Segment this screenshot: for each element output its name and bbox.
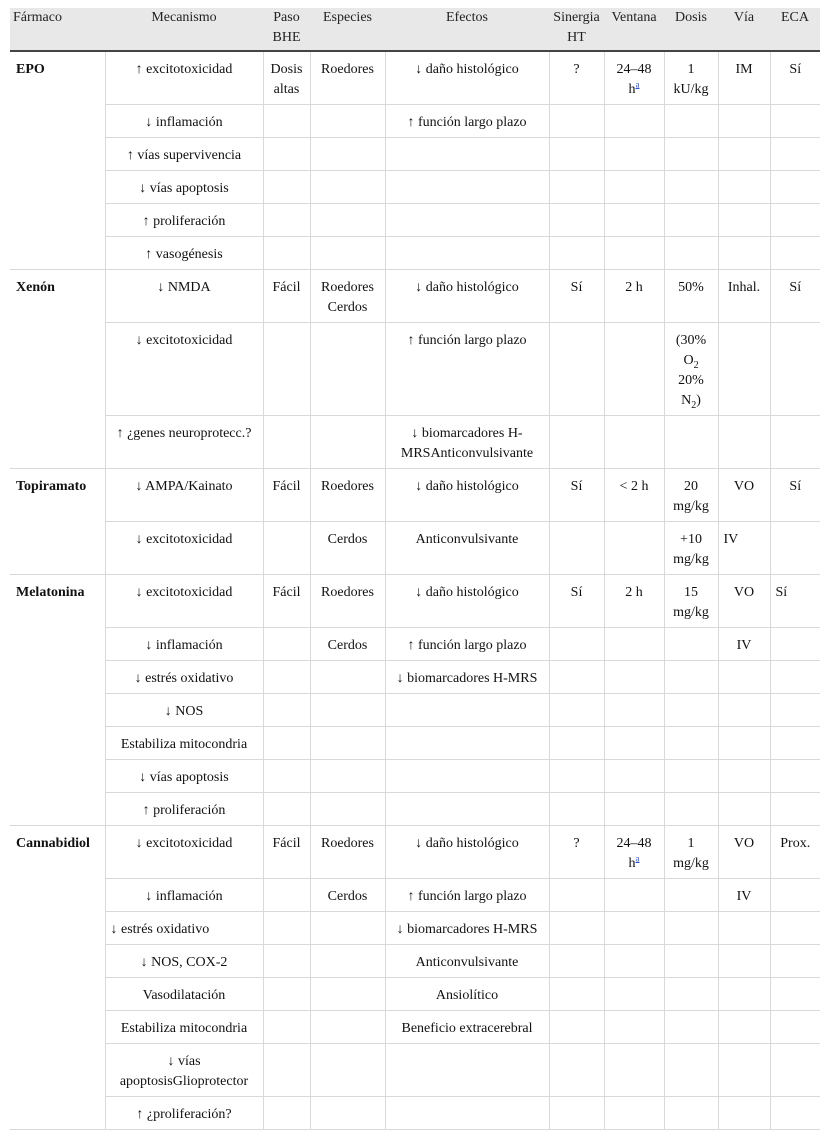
cell-ventana [604, 105, 664, 138]
col-header-paso-bhe: Paso BHE [263, 8, 310, 51]
cell-especies: Cerdos [310, 879, 385, 912]
cell-paso-bhe [263, 105, 310, 138]
cell-paso-bhe [263, 912, 310, 945]
cell-efectos: Ansiolítico [385, 978, 549, 1011]
cell-sinergia-ht [549, 912, 604, 945]
cell-eca [770, 694, 820, 727]
cell-especies: Cerdos [310, 522, 385, 575]
cell-eca [770, 912, 820, 945]
cell-sinergia-ht [549, 204, 604, 237]
cell-efectos: ↓ biomarcadores H-MRS [385, 912, 549, 945]
col-header-mecanismo: Mecanismo [105, 8, 263, 51]
cell-efectos [385, 138, 549, 171]
col-header-farmaco: Fármaco [10, 8, 105, 51]
cell-efectos [385, 171, 549, 204]
cell-dosis [664, 945, 718, 978]
cell-eca [770, 522, 820, 575]
table-row [10, 1097, 820, 1130]
cell-dosis [664, 760, 718, 793]
cell-mecanismo: ↓ vías apoptosis [105, 760, 263, 793]
cell-ventana [604, 978, 664, 1011]
cell-sinergia-ht [549, 978, 604, 1011]
cell-efectos: Beneficio extracerebral [385, 1011, 549, 1044]
cell-sinergia-ht: Sí [549, 270, 604, 323]
cell-ventana [604, 879, 664, 912]
cell-eca [770, 105, 820, 138]
cell-via: Inhal. [718, 270, 770, 323]
cell-eca [770, 978, 820, 1011]
cell-efectos: Anticonvulsivante [385, 522, 549, 575]
cell-especies [310, 323, 385, 416]
drug-name: Xenón [10, 270, 105, 469]
cell-dosis [664, 978, 718, 1011]
cell-dosis [664, 727, 718, 760]
cell-paso-bhe [263, 628, 310, 661]
cell-via: IM [718, 51, 770, 105]
cell-eca [770, 793, 820, 826]
cell-ventana [604, 522, 664, 575]
cell-especies [310, 1011, 385, 1044]
cell-eca [770, 1011, 820, 1044]
cell-efectos: ↑ función largo plazo [385, 628, 549, 661]
table-row [10, 237, 820, 270]
cell-efectos: ↓ biomarcadores H-MRS [385, 661, 549, 694]
cell-dosis: 15 mg/kg [664, 575, 718, 628]
table-row [10, 945, 820, 978]
cell-especies [310, 793, 385, 826]
cell-mecanismo: ↑ proliferación [105, 204, 263, 237]
cell-paso-bhe [263, 978, 310, 1011]
cell-via: IV [718, 879, 770, 912]
col-header-eca: ECA [770, 8, 820, 51]
col-header-efectos: Efectos [385, 8, 549, 51]
cell-sinergia-ht [549, 416, 604, 469]
cell-efectos: Anticonvulsivante [385, 945, 549, 978]
cell-paso-bhe [263, 323, 310, 416]
cell-efectos [385, 1044, 549, 1097]
cell-mecanismo: ↓ excitotoxicidad [105, 826, 263, 879]
cell-especies: Roedores [310, 575, 385, 628]
cell-dosis: 1 mg/kg [664, 826, 718, 879]
cell-ventana [604, 138, 664, 171]
cell-paso-bhe: Fácil [263, 469, 310, 522]
cell-efectos: ↓ daño histológico [385, 270, 549, 323]
cell-especies: Roedores [310, 826, 385, 879]
cell-efectos: ↑ función largo plazo [385, 323, 549, 416]
cell-especies [310, 694, 385, 727]
cell-ventana [604, 727, 664, 760]
cell-paso-bhe [263, 694, 310, 727]
cell-sinergia-ht [549, 105, 604, 138]
cell-mecanismo: ↓ excitotoxicidad [105, 323, 263, 416]
cell-sinergia-ht [549, 945, 604, 978]
drug-name: EPO [10, 51, 105, 270]
cell-mecanismo: ↓ NOS [105, 694, 263, 727]
cell-via [718, 727, 770, 760]
drug-name: Melatonina [10, 575, 105, 826]
cell-especies [310, 912, 385, 945]
cell-via: IV [718, 522, 770, 575]
cell-mecanismo: ↑ vías supervivencia [105, 138, 263, 171]
cell-eca: Prox. [770, 826, 820, 879]
table-row [10, 575, 820, 628]
cell-especies: Roedores [310, 51, 385, 105]
cell-eca [770, 138, 820, 171]
cell-ventana: 2 h [604, 270, 664, 323]
table-row [10, 51, 820, 105]
cell-via [718, 945, 770, 978]
cell-sinergia-ht [549, 1011, 604, 1044]
table-row [10, 793, 820, 826]
cell-mecanismo: ↓ excitotoxicidad [105, 522, 263, 575]
cell-especies [310, 1044, 385, 1097]
cell-via [718, 171, 770, 204]
cell-via [718, 323, 770, 416]
cell-paso-bhe: Fácil [263, 826, 310, 879]
cell-ventana [604, 694, 664, 727]
cell-mecanismo: ↓ inflamación [105, 879, 263, 912]
cell-via: VO [718, 575, 770, 628]
cell-eca [770, 945, 820, 978]
table-row [10, 1044, 820, 1097]
cell-ventana [604, 661, 664, 694]
cell-eca [770, 760, 820, 793]
table-row [10, 826, 820, 879]
cell-dosis [664, 628, 718, 661]
table-row [10, 416, 820, 469]
cell-via [718, 912, 770, 945]
cell-efectos [385, 727, 549, 760]
col-header-especies: Especies [310, 8, 385, 51]
cell-via [718, 694, 770, 727]
cell-sinergia-ht [549, 237, 604, 270]
table-row [10, 522, 820, 575]
header-row [10, 8, 820, 51]
cell-efectos [385, 237, 549, 270]
table-row [10, 171, 820, 204]
cell-efectos [385, 204, 549, 237]
cell-eca [770, 1044, 820, 1097]
cell-sinergia-ht [549, 171, 604, 204]
cell-via [718, 105, 770, 138]
cell-via [718, 416, 770, 469]
cell-paso-bhe: Dosis altas [263, 51, 310, 105]
cell-mecanismo: ↓ vías apoptosisGlioprotector [105, 1044, 263, 1097]
cell-dosis [664, 879, 718, 912]
table-row [10, 694, 820, 727]
cell-sinergia-ht [549, 793, 604, 826]
cell-dosis: 1 kU/kg [664, 51, 718, 105]
cell-efectos: ↑ función largo plazo [385, 879, 549, 912]
cell-via [718, 204, 770, 237]
cell-sinergia-ht [549, 879, 604, 912]
cell-mecanismo: ↓ NOS, COX-2 [105, 945, 263, 978]
cell-dosis: (30% $O_2$ 20% $N_2$) [664, 323, 718, 416]
cell-ventana [604, 1097, 664, 1130]
cell-especies [310, 204, 385, 237]
cell-via: IV [718, 628, 770, 661]
cell-mecanismo: ↓ NMDA [105, 270, 263, 323]
cell-ventana [604, 793, 664, 826]
table-row [10, 912, 820, 945]
table-row [10, 469, 820, 522]
cell-especies [310, 138, 385, 171]
cell-eca [770, 661, 820, 694]
cell-mecanismo: ↓ inflamación [105, 105, 263, 138]
cell-efectos [385, 694, 549, 727]
cell-mecanismo: ↑ vasogénesis [105, 237, 263, 270]
cell-especies: Roedores [310, 469, 385, 522]
cell-especies [310, 661, 385, 694]
cell-dosis [664, 694, 718, 727]
cell-especies [310, 105, 385, 138]
table-row [10, 270, 820, 323]
table-row [10, 323, 820, 416]
cell-ventana [604, 760, 664, 793]
cell-dosis [664, 793, 718, 826]
cell-via [718, 138, 770, 171]
cell-efectos: ↓ daño histológico [385, 469, 549, 522]
cell-paso-bhe: Fácil [263, 575, 310, 628]
cell-paso-bhe [263, 204, 310, 237]
cell-ventana: 24–48 $h^a$ [604, 826, 664, 879]
cell-dosis [664, 138, 718, 171]
cell-especies [310, 945, 385, 978]
cell-ventana [604, 912, 664, 945]
table-row [10, 628, 820, 661]
cell-sinergia-ht [549, 694, 604, 727]
cell-efectos: ↑ función largo plazo [385, 105, 549, 138]
cell-efectos: ↓ daño histológico [385, 826, 549, 879]
table-row [10, 204, 820, 237]
cell-efectos [385, 793, 549, 826]
cell-sinergia-ht [549, 760, 604, 793]
cell-ventana [604, 628, 664, 661]
cell-via [718, 760, 770, 793]
cell-dosis [664, 1011, 718, 1044]
cell-paso-bhe [263, 661, 310, 694]
cell-dosis [664, 1044, 718, 1097]
cell-mecanismo: ↑ ¿proliferación? [105, 1097, 263, 1130]
cell-via [718, 237, 770, 270]
cell-especies [310, 1097, 385, 1130]
cell-sinergia-ht [549, 661, 604, 694]
cell-sinergia-ht [549, 522, 604, 575]
cell-mecanismo: ↓ estrés oxidativo [105, 912, 263, 945]
cell-ventana [604, 945, 664, 978]
cell-efectos: ↓ biomarcadores H-MRSAnticonvulsivante [385, 416, 549, 469]
table-row [10, 879, 820, 912]
cell-dosis [664, 912, 718, 945]
table-row [10, 105, 820, 138]
cell-eca: Sí [770, 270, 820, 323]
cell-paso-bhe [263, 879, 310, 912]
cell-eca: Sí [770, 51, 820, 105]
cell-via [718, 793, 770, 826]
cell-especies [310, 727, 385, 760]
cell-eca [770, 323, 820, 416]
cell-mecanismo: ↓ estrés oxidativo [105, 661, 263, 694]
cell-dosis [664, 237, 718, 270]
table-row [10, 138, 820, 171]
cell-sinergia-ht: Sí [549, 575, 604, 628]
cell-paso-bhe [263, 760, 310, 793]
footnote-link[interactable]: a [635, 79, 640, 90]
cell-eca [770, 171, 820, 204]
table-row [10, 760, 820, 793]
cell-paso-bhe [263, 1011, 310, 1044]
cell-sinergia-ht [549, 138, 604, 171]
cell-paso-bhe [263, 727, 310, 760]
cell-sinergia-ht: Sí [549, 469, 604, 522]
cell-via [718, 1097, 770, 1130]
cell-dosis [664, 416, 718, 469]
cell-eca: Sí [770, 575, 820, 628]
table-row [10, 727, 820, 760]
drug-name: Topiramato [10, 469, 105, 575]
cell-via [718, 661, 770, 694]
cell-ventana [604, 171, 664, 204]
cell-especies [310, 237, 385, 270]
cell-especies [310, 760, 385, 793]
col-header-sinergia-ht: Sinergia HT [549, 8, 604, 51]
table-row [10, 978, 820, 1011]
cell-paso-bhe [263, 1097, 310, 1130]
cell-sinergia-ht [549, 1044, 604, 1097]
col-header-ventana: Ventana [604, 8, 664, 51]
cell-dosis [664, 661, 718, 694]
table-row [10, 1011, 820, 1044]
cell-efectos: ↓ daño histológico [385, 575, 549, 628]
cell-paso-bhe: Fácil [263, 270, 310, 323]
cell-via: VO [718, 469, 770, 522]
cell-especies [310, 978, 385, 1011]
col-header-via: Vía [718, 8, 770, 51]
cell-dosis [664, 204, 718, 237]
cell-ventana: 24–48 $h^a$ [604, 51, 664, 105]
footnote-link[interactable]: a [635, 853, 640, 864]
cell-ventana [604, 1011, 664, 1044]
cell-via [718, 978, 770, 1011]
cell-ventana: < 2 h [604, 469, 664, 522]
cell-paso-bhe [263, 416, 310, 469]
cell-mecanismo: ↑ ¿genes neuroprotecc.? [105, 416, 263, 469]
cell-especies [310, 171, 385, 204]
cell-mecanismo: Vasodilatación [105, 978, 263, 1011]
cell-sinergia-ht [549, 727, 604, 760]
cell-via [718, 1011, 770, 1044]
table-row [10, 661, 820, 694]
cell-especies: Roedores Cerdos [310, 270, 385, 323]
cell-dosis: 50% [664, 270, 718, 323]
cell-paso-bhe [263, 793, 310, 826]
cell-paso-bhe [263, 945, 310, 978]
cell-eca: Sí [770, 469, 820, 522]
cell-efectos: ↓ daño histológico [385, 51, 549, 105]
cell-dosis [664, 171, 718, 204]
cell-dosis: +10 mg/kg [664, 522, 718, 575]
cell-paso-bhe [263, 171, 310, 204]
cell-eca [770, 727, 820, 760]
cell-ventana [604, 323, 664, 416]
cell-sinergia-ht: ? [549, 826, 604, 879]
table-body [10, 51, 820, 1130]
cell-eca [770, 237, 820, 270]
cell-via: VO [718, 826, 770, 879]
cell-paso-bhe [263, 237, 310, 270]
cell-eca [770, 204, 820, 237]
cell-dosis [664, 1097, 718, 1130]
cell-sinergia-ht [549, 628, 604, 661]
cell-mecanismo: ↓ AMPA/Kainato [105, 469, 263, 522]
cell-ventana [604, 204, 664, 237]
cell-via [718, 1044, 770, 1097]
cell-ventana [604, 237, 664, 270]
cell-sinergia-ht [549, 1097, 604, 1130]
cell-ventana [604, 1044, 664, 1097]
cell-mecanismo: ↑ excitotoxicidad [105, 51, 263, 105]
cell-mecanismo: ↑ proliferación [105, 793, 263, 826]
cell-eca [770, 628, 820, 661]
cell-sinergia-ht [549, 323, 604, 416]
cell-paso-bhe [263, 1044, 310, 1097]
cell-ventana: 2 h [604, 575, 664, 628]
col-header-dosis: Dosis [664, 8, 718, 51]
cell-ventana [604, 416, 664, 469]
cell-eca [770, 1097, 820, 1130]
cell-paso-bhe [263, 522, 310, 575]
cell-mecanismo: ↓ excitotoxicidad [105, 575, 263, 628]
cell-mecanismo: ↓ vías apoptosis [105, 171, 263, 204]
cell-dosis: 20 mg/kg [664, 469, 718, 522]
cell-eca [770, 416, 820, 469]
cell-mecanismo: Estabiliza mitocondria [105, 727, 263, 760]
cell-efectos [385, 1097, 549, 1130]
drug-comparison-table [10, 8, 820, 1130]
cell-mecanismo: Estabiliza mitocondria [105, 1011, 263, 1044]
cell-mecanismo: ↓ inflamación [105, 628, 263, 661]
cell-dosis [664, 105, 718, 138]
cell-eca [770, 879, 820, 912]
cell-paso-bhe [263, 138, 310, 171]
cell-efectos [385, 760, 549, 793]
cell-especies: Cerdos [310, 628, 385, 661]
cell-sinergia-ht: ? [549, 51, 604, 105]
cell-especies [310, 416, 385, 469]
drug-name: Cannabidiol [10, 826, 105, 1130]
